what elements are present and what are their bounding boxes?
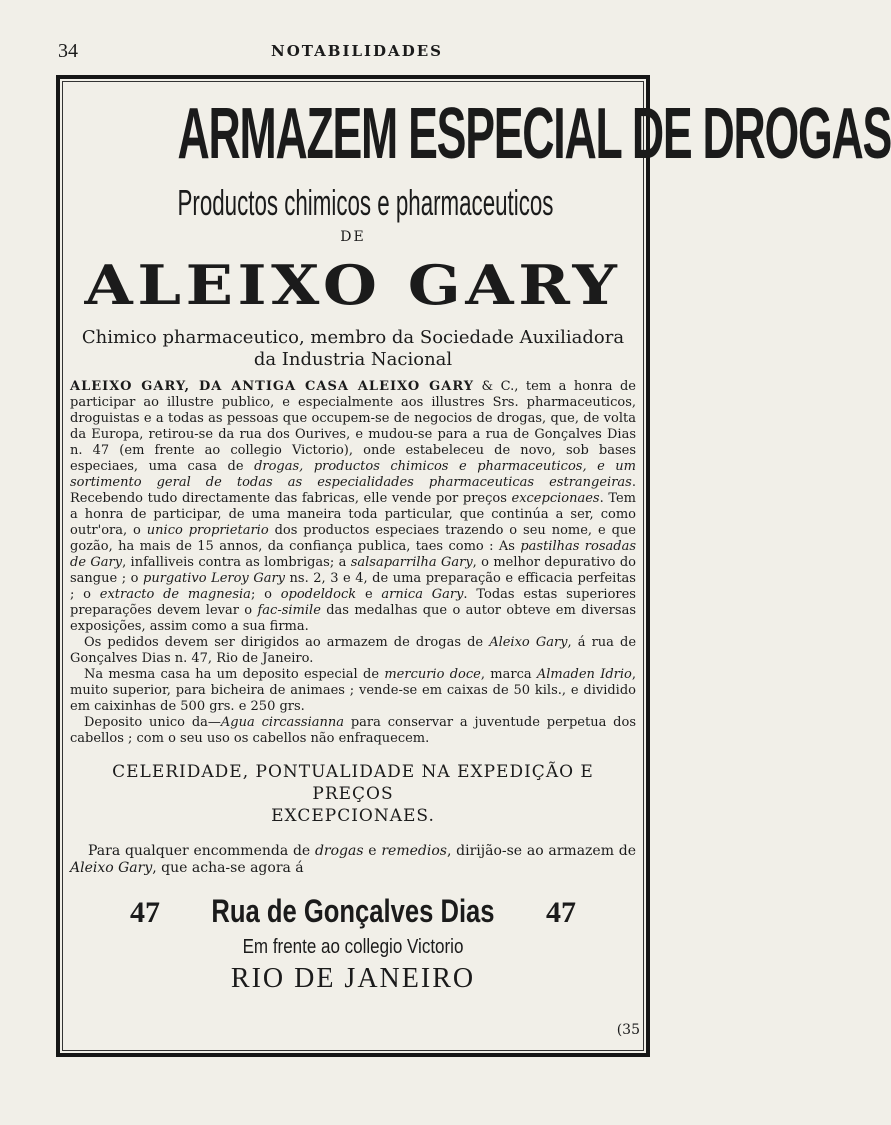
page-footnote: (35 xyxy=(616,1022,640,1038)
text-run: , muito superior, para bicheira de animaes ; vende-se em caixas de 50 kils., e dividido em caixinhas de 500 grs. e 250 grs. xyxy=(70,667,636,714)
text-run: , dirijão-se ao armazem de xyxy=(446,843,636,859)
italic-run: pastilhas rosadas de Gary xyxy=(70,539,636,570)
ad-proprietor-name: ALEIXO GARY xyxy=(84,253,622,317)
text-run: , infalliveis contra as lombrigas; a xyxy=(122,555,351,570)
running-head: NOTABILIDADES xyxy=(271,42,443,60)
order-paragraph xyxy=(70,843,636,877)
address-row xyxy=(70,893,636,930)
italic-run: Almaden Idrio xyxy=(536,667,632,682)
italic-run: Aleixo Gary xyxy=(489,635,568,650)
text-run: & C., tem a honra de participar ao illustre publico, e especialmente aos illustres Srs. pharmaceuticos, droguistas e a todas as pessoas que occupem-se de negocios de drogas, que, de volta da Europa, retirou-se da rua dos Ourives, e mudou-se para a rua de Gonçalves Dias n. 47 (em frente ao collegio Victorio), onde estabeleceu de novo, sob bases especiaes, uma casa de xyxy=(70,379,636,474)
address-number-right: 47 xyxy=(545,896,576,929)
text-run: Os pedidos devem ser dirigidos ao armazem de drogas de xyxy=(84,635,490,650)
ad-de: DE xyxy=(340,229,366,245)
paragraph-4 xyxy=(70,715,636,747)
italic-run: drogas, productos chimicos e pharmaceuticos, e um sortimento geral de todas as especialidades pharmaceuticas estrangeiras xyxy=(70,459,636,490)
text-run: ns. 2, 3 e 4, de uma preparação e efficacia perfeitas ; o xyxy=(70,571,636,602)
text-run: , á rua de Gonçalves Dias n. 47, Rio de Janeiro. xyxy=(70,635,637,666)
address-landmark: Em frente ao collegio Victorio xyxy=(242,936,464,958)
slogan-line2: EXCEPCIONAES. xyxy=(271,806,435,826)
advertisement xyxy=(70,85,891,995)
italic-run: unico proprietario xyxy=(146,523,269,538)
text-run: Para qualquer encommenda de xyxy=(88,843,315,859)
text-run: , o melhor depurativo do sangue ; o xyxy=(70,555,636,586)
text-run: para conservar a juventude perpetua dos cabellos ; com o seu uso os cabellos não enfraquecem. xyxy=(70,715,637,746)
italic-run: remedios xyxy=(381,843,447,859)
italic-run: arnica Gary xyxy=(381,587,464,602)
paragraph-1 xyxy=(70,379,636,635)
text-run: Na mesma casa ha um deposito especial de xyxy=(84,667,385,682)
text-run: e xyxy=(356,587,382,602)
italic-run: purgativo Leroy Gary xyxy=(143,571,286,586)
text-run: Deposito unico da— xyxy=(84,715,221,730)
address-street: Rua de Gonçalves Dias xyxy=(211,893,495,929)
ad-body xyxy=(70,379,636,747)
text-run: , que acha-se agora á xyxy=(152,860,304,876)
text-run: ; o xyxy=(250,587,281,602)
paragraph-2 xyxy=(70,635,636,667)
text-run: . Todas estas superiores preparações devem levar o xyxy=(70,587,636,618)
italic-run: salsaparrilha Gary xyxy=(350,555,473,570)
italic-run: mercurio doce xyxy=(384,667,481,682)
ad-title: ARMAZEM ESPECIAL DE DROGAS xyxy=(177,94,891,174)
italic-run: excepcionaes xyxy=(511,491,600,506)
page-number: 34 xyxy=(58,40,78,62)
paragraph-3 xyxy=(70,667,636,715)
italic-run: extracto de magnesia xyxy=(99,587,251,602)
text-run: dos productos especiaes trazendo o seu nome, e que gozão, ha mais de 15 annos, da confiança publica, taes como : As xyxy=(70,523,636,554)
text-run: . Recebendo tudo directamente das fabricas, elle vende por preços xyxy=(70,475,636,506)
italic-run: drogas xyxy=(314,843,364,859)
text-run: . Tem a honra de participar, de uma maneira toda particular, que continúa a ser, como outr'ora, o xyxy=(70,491,636,538)
ad-role-line2: da Industria Nacional xyxy=(253,349,453,370)
italic-run: Agua circassianna xyxy=(220,715,345,730)
ad-role-line1: Chimico pharmaceutico, membro da Sociedade Auxiliadora xyxy=(81,327,625,348)
italic-run: fac-simile xyxy=(257,603,321,618)
slogan-line1: CELERIDADE, PONTUALIDADE NA EXPEDIÇÃO E PREÇOS xyxy=(112,762,594,804)
address-number-left: 47 xyxy=(130,896,160,929)
italic-run: opodeldock xyxy=(280,587,357,602)
text-run: e xyxy=(363,843,382,859)
address-city: RIO DE JANEIRO xyxy=(230,963,476,994)
text-run: das medalhas que o autor obteve em diversas exposições, assim como a sua firma. xyxy=(70,603,636,634)
lead-caps: ALEIXO GARY, DA ANTIGA CASA ALEIXO GARY xyxy=(70,379,475,394)
italic-run: Aleixo Gary xyxy=(70,860,153,876)
text-run: , marca xyxy=(480,667,537,682)
ad-subtitle: Productos chimicos e pharmaceuticos xyxy=(177,182,554,223)
